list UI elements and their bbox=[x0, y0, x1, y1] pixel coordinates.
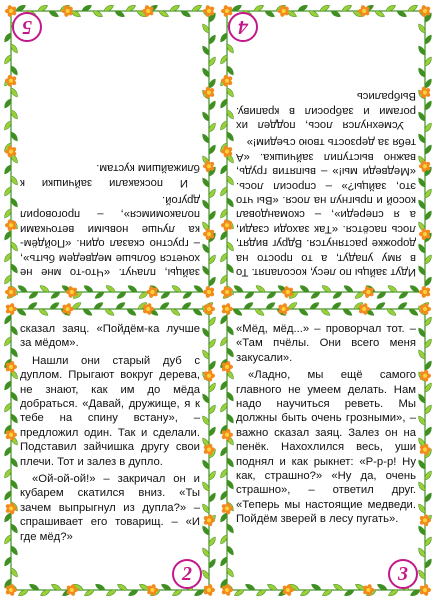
page-2 bbox=[4, 302, 216, 597]
paragraph: И поскакали зайчишки к ближайшим кустам. bbox=[20, 162, 200, 189]
leaf-icon bbox=[103, 4, 115, 13]
page-number: 4 bbox=[228, 12, 258, 42]
page-text bbox=[20, 322, 200, 547]
leaf-icon bbox=[343, 588, 355, 597]
leaf-icon bbox=[17, 588, 29, 597]
leaf-icon bbox=[253, 4, 265, 13]
leaf-icon bbox=[299, 588, 311, 597]
paragraph: Нашли они старый дуб с дуплом. Прыгают вокруг дерева, не знают, как им до мёда добраться. «Давай, дружище, я к тебе на спину встану», – предложил один. Так и сделали. Подставил зайчишка другу свои плечи. Тот и залез в дупло. bbox=[20, 354, 200, 468]
paragraph: сказал заяц. «Пойдём-ка лучше за мёдом». bbox=[20, 323, 200, 350]
paragraph: Усмехнулся лось, поддел их рогами и забросил в крапиву. Выбрались bbox=[236, 90, 416, 131]
flower-icon bbox=[419, 286, 431, 299]
page-5 bbox=[4, 4, 216, 299]
page-text bbox=[20, 158, 200, 279]
leaf-icon bbox=[127, 588, 139, 597]
flower-icon bbox=[203, 286, 215, 299]
leaf-icon bbox=[319, 4, 331, 13]
page-4 bbox=[220, 4, 432, 299]
leaf-icon bbox=[321, 588, 333, 597]
leaf-icon bbox=[191, 4, 203, 13]
paragraph: «Мёд, мёд...» – проворчал тот. – «Там пчёлы. Они всего меня закусали». bbox=[236, 323, 416, 364]
leaf-icon bbox=[105, 588, 117, 597]
leaf-icon bbox=[39, 588, 51, 597]
paragraph: зайцы, плачут. «Что-то мне не хочется больше медведем быть», – грустно сказал один. «Пойдём-ка лучше новыми веточками полакомимся», – проговорил другой. bbox=[20, 193, 200, 278]
paragraph: «Ладно, мы ещё самого главного не умеем делать. Нам надо научиться реветь. Мы должны быть очень грозными», – важно сказал заяц. Залез он на пенёк. Нахохлился весь, уши поднял и как рыкнет: «Р-р-р! Ну как, страшно?» «Ну да, очень страшно», – ответил друг. «Теперь мы настоящие медведи. Пойдём зверей в лесу пугать». bbox=[236, 369, 416, 526]
leaf-icon bbox=[171, 588, 183, 597]
leaf-icon bbox=[81, 4, 93, 13]
leaf-icon bbox=[255, 588, 267, 597]
leaf-icon bbox=[407, 4, 419, 13]
leaf-icon bbox=[193, 588, 205, 597]
leaf-icon bbox=[385, 4, 397, 13]
leaf-icon bbox=[387, 588, 399, 597]
leaf-icon bbox=[169, 4, 181, 13]
paragraph: Идут зайцы по лесу, косолапят. То в яму упадут, а то просто на дорожке растянутся. Вдруг видят, лось пасётся. «Так заходи сзади, а я спереди», – скомандовал косой и прыгнул на лося. «Вы что это, зайцы?» – спросил лось. «Медведи мы!» – выпятив грудь, важно выступил зайчишка. «А тебя за дерзость твою съедим!» bbox=[236, 136, 416, 278]
leaf-icon bbox=[83, 588, 95, 597]
page-number: 3 bbox=[388, 559, 418, 589]
page-text bbox=[236, 322, 416, 530]
page-number: 2 bbox=[172, 559, 202, 589]
page-3 bbox=[220, 302, 432, 597]
leaf-icon bbox=[341, 4, 353, 13]
page-number: 5 bbox=[12, 12, 42, 42]
leaf-icon bbox=[233, 588, 245, 597]
leaf-icon bbox=[409, 588, 421, 597]
flower-icon bbox=[5, 303, 17, 316]
leaf-icon bbox=[297, 4, 309, 13]
leaf-icon bbox=[125, 4, 137, 13]
flower-icon bbox=[221, 303, 233, 316]
paragraph: «Ой-ой-ой!» – закричал он и кубарем скатился вниз. «Ты зачем выпрыгнул из дупла?» – спрашивает его товарищ. – «И где мёд?» bbox=[20, 473, 200, 543]
leaf-icon bbox=[37, 4, 49, 13]
page-text bbox=[236, 86, 416, 279]
